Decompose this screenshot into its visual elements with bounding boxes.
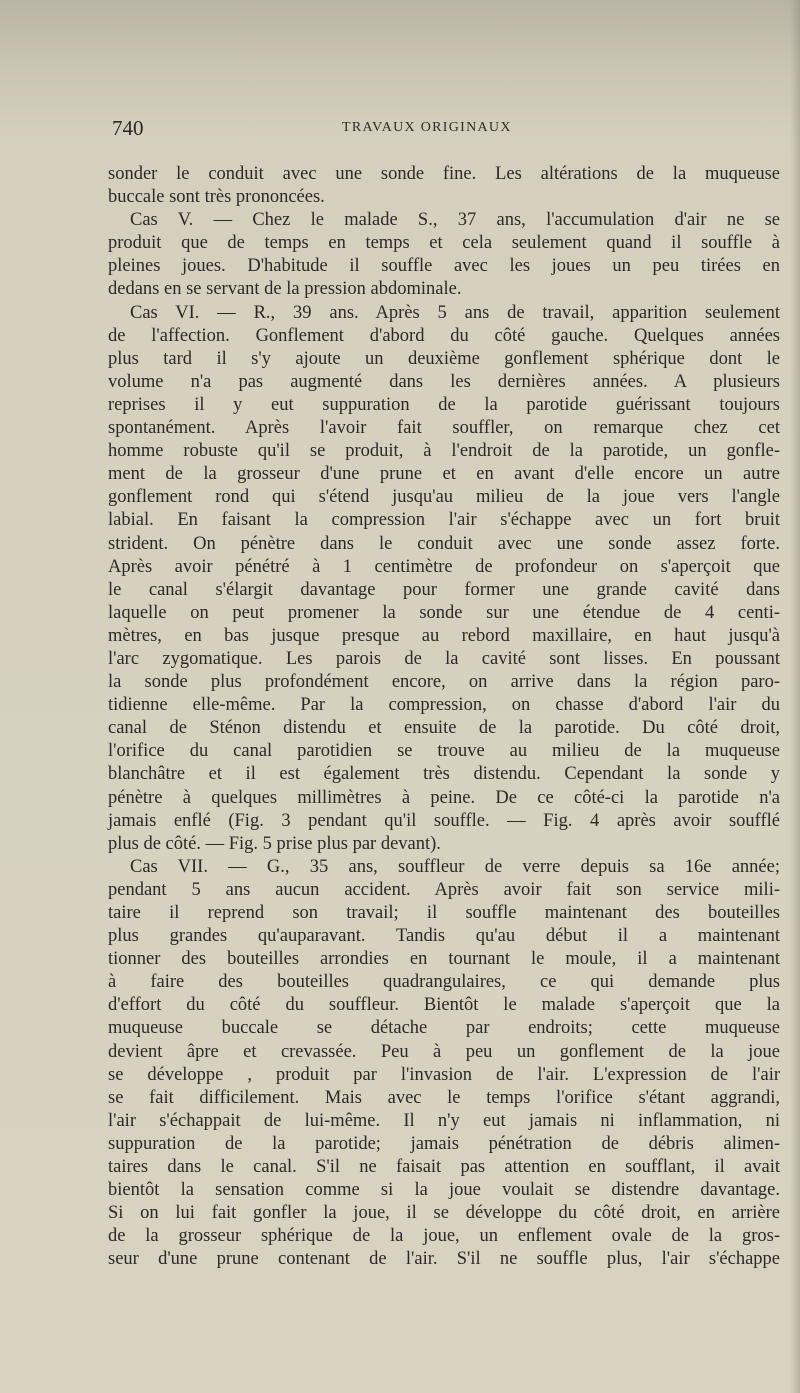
- text-line: de l'affection. Gonflement d'abord du côté gauche. Quelques années: [108, 325, 780, 346]
- text-line: l'orifice du canal parotidien se trouve au milieu de la muqueuse: [108, 741, 780, 762]
- text-line: tionner des bouteilles arrondies en tournant le moule, il a maintenant: [108, 949, 780, 970]
- text-line: homme robuste qu'il se produit, à l'endroit de la parotide, un gonfle-: [108, 441, 780, 462]
- text-line: tidienne elle-même. Par la compression, on chasse d'abord l'air du: [108, 695, 780, 716]
- text-line: plus tard il s'y ajoute un deuxième gonflement sphérique dont le: [108, 348, 780, 369]
- page-edge-shadow: [790, 0, 800, 1393]
- text-line: se développe , produit par l'invasion de l'air. L'expression de l'air: [108, 1064, 780, 1085]
- text-line: l'arc zygomatique. Les parois de la cavité sont lisses. En poussant: [108, 648, 780, 669]
- text-line: de la grosseur sphérique de la joue, un enflement ovale de la gros-: [108, 1226, 780, 1247]
- text-line: buccale sont très prononcées.: [108, 187, 325, 208]
- text-line: mètres, en bas jusque presque au rebord maxillaire, en haut jusqu'à: [108, 625, 780, 646]
- text-line: Cas V. — Chez le malade S., 37 ans, l'accumulation d'air ne se: [130, 210, 780, 231]
- text-line: l'air s'échappait de lui-même. Il n'y eut jamais ni inflammation, ni: [108, 1110, 780, 1131]
- text-line: blanchâtre et il est également très distendu. Cependant la sonde y: [108, 764, 780, 785]
- text-line: se fait difficilement. Mais avec le temps l'orifice s'étant aggrandi,: [108, 1087, 780, 1108]
- text-line: devient âpre et crevassée. Peu à peu un gonflement de la joue: [108, 1041, 780, 1062]
- text-line: pénètre à quelques millimètres à peine. De ce côté-ci la parotide n'a: [108, 787, 780, 808]
- text-line: produit que de temps en temps et cela seulement quand il souffle à: [108, 233, 780, 254]
- text-line: jamais enflé (Fig. 3 pendant qu'il souffle. — Fig. 4 après avoir soufflé: [108, 810, 780, 831]
- page-number: 740: [112, 116, 144, 140]
- text-line: strident. On pénètre dans le conduit avec une sonde assez forte.: [108, 533, 780, 554]
- text-line: pendant 5 ans aucun accident. Après avoir fait son service mili-: [108, 879, 780, 900]
- text-line: canal de Sténon distendu et ensuite de la parotide. Du côté droit,: [108, 718, 780, 739]
- text-line: plus de côté. — Fig. 5 prise plus par devant).: [108, 833, 441, 854]
- text-line: laquelle on peut promener la sonde sur une étendue de 4 centi-: [108, 602, 780, 623]
- text-line: reprises il y eut suppuration de la parotide guérissant toujours: [108, 394, 780, 415]
- text-line: la sonde plus profondément encore, on arrive dans la région paro-: [108, 672, 780, 693]
- text-line: gonflement rond qui s'étend jusqu'au milieu de la joue vers l'angle: [108, 487, 780, 508]
- text-line: d'effort du côté du souffleur. Bientôt le malade s'aperçoit que la: [108, 995, 780, 1016]
- text-line: Cas VI. — R., 39 ans. Après 5 ans de travail, apparition seulement: [130, 302, 780, 323]
- text-line: bientôt la sensation comme si la joue voulait se distendre davantage.: [108, 1180, 780, 1201]
- running-title: TRAVAUX ORIGINAUX: [342, 120, 512, 135]
- text-line: sonder le conduit avec une sonde fine. Les altérations de la muqueuse: [108, 164, 780, 184]
- text-line: labial. En faisant la compression l'air s'échappe avec un fort bruit: [108, 510, 780, 531]
- text-line: taire il reprend son travail; il souffle maintenant des bouteilles: [108, 903, 780, 923]
- text-line: Après avoir pénétré à 1 centimètre de profondeur on s'aperçoit que: [108, 556, 780, 577]
- text-line: pleines joues. D'habitude il souffle avec les joues un peu tirées en: [108, 256, 780, 277]
- text-line: dedans en se servant de la pression abdominale.: [108, 279, 462, 300]
- text-line: seur d'une prune contenant de l'air. S'il ne souffle plus, l'air s'échappe: [108, 1249, 780, 1270]
- text-line: à faire des bouteilles quadrangulaires, ce qui demande plus: [108, 972, 780, 993]
- text-line: spontanément. Après l'avoir fait souffler, on remarque chez cet: [108, 418, 780, 439]
- text-line: taires dans le canal. S'il ne faisait pas attention en soufflant, il avait: [108, 1157, 780, 1178]
- page-header: [112, 116, 780, 146]
- text-line: ment de la grosseur d'une prune et en avant d'elle encore un autre: [108, 464, 780, 485]
- text-line: plus grandes qu'auparavant. Tandis qu'au début il a maintenant: [108, 926, 780, 947]
- text-line: Cas VII. — G., 35 ans, souffleur de verre depuis sa 16e année;: [130, 856, 780, 877]
- text-line: volume n'a pas augmenté dans les dernières années. A plusieurs: [108, 371, 780, 392]
- text-line: muqueuse buccale se détache par endroits; cette muqueuse: [108, 1018, 780, 1039]
- text-line: le canal s'élargit davantage pour former une grande cavité dans: [108, 579, 780, 600]
- body-text: [108, 163, 780, 1272]
- text-line: Si on lui fait gonfler la joue, il se développe du côté droit, en arrière: [108, 1203, 780, 1224]
- text-line: suppuration de la parotide; jamais pénétration de débris alimen-: [108, 1133, 780, 1154]
